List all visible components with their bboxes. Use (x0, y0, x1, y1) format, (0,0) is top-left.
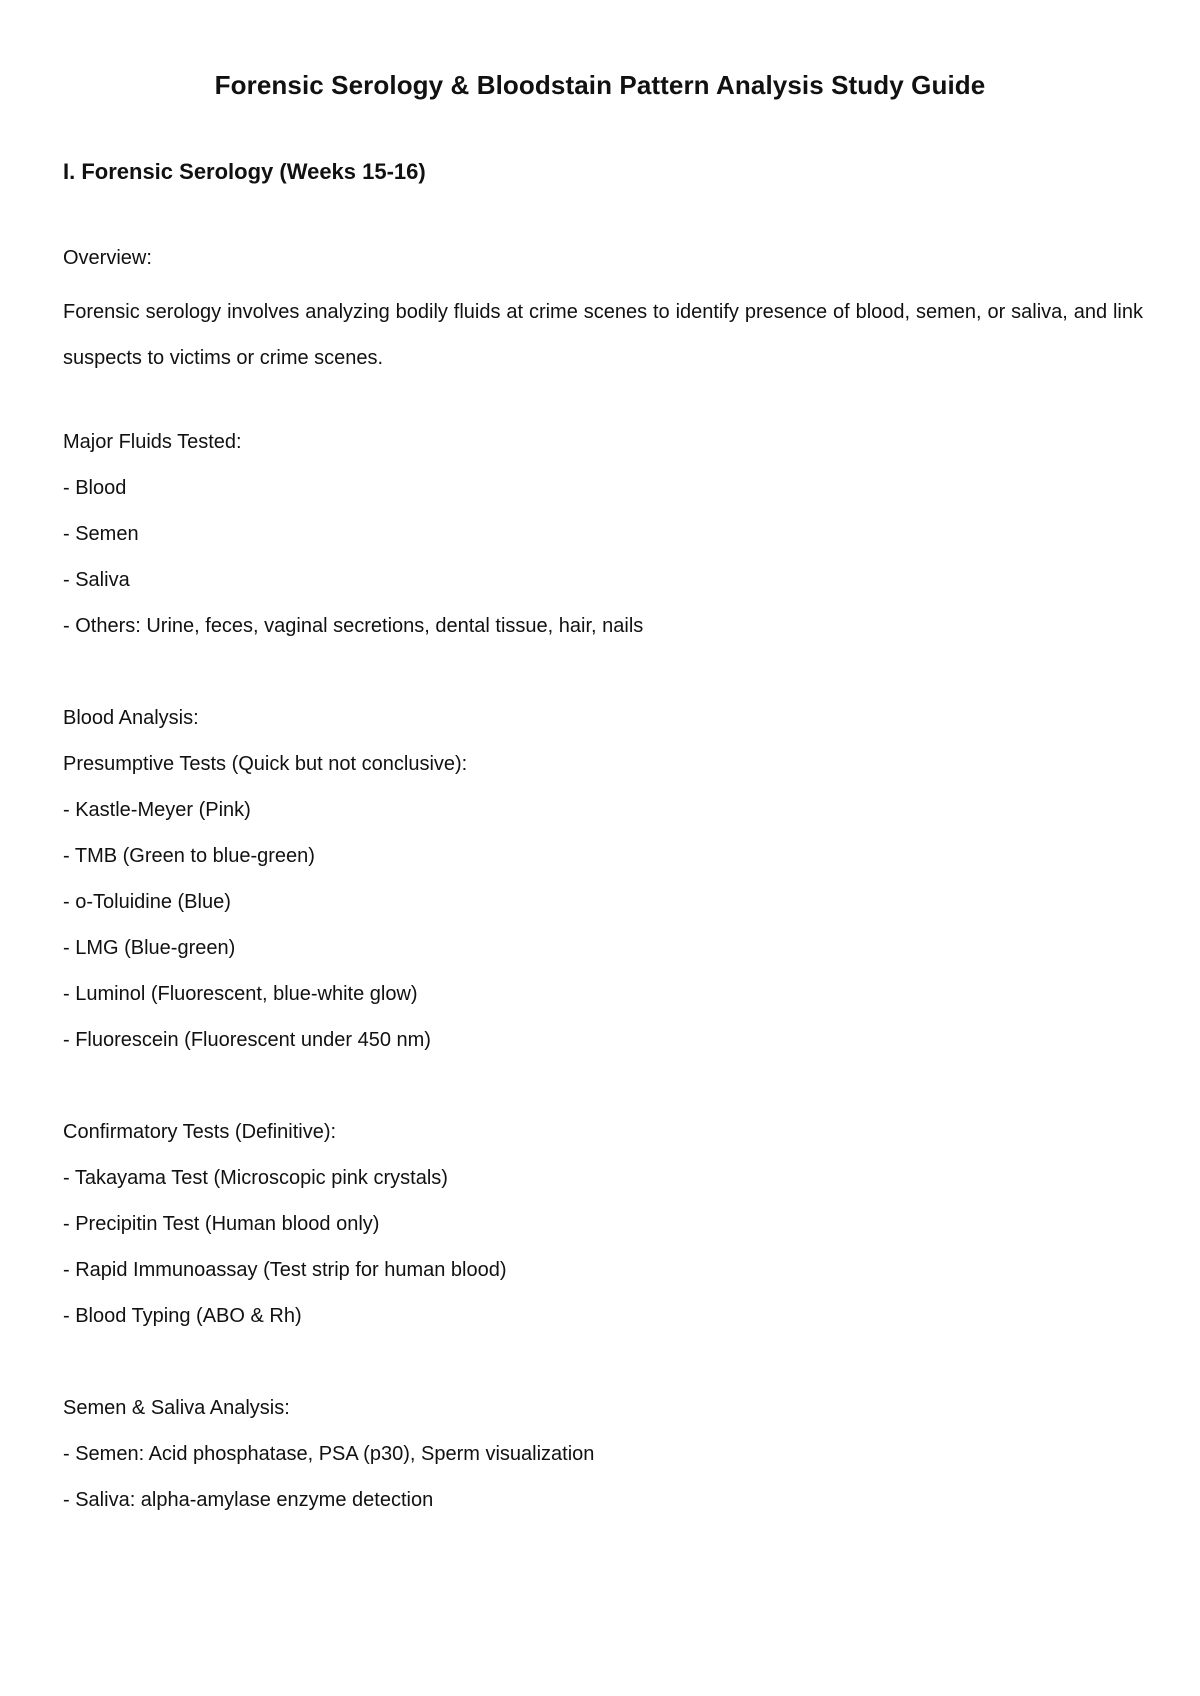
major-fluid-item: - Saliva (63, 569, 130, 591)
major-fluid-item: - Others: Urine, feces, vaginal secretions, dental tissue, hair, nails (63, 615, 644, 637)
major-fluids-label: Major Fluids Tested: (63, 431, 242, 453)
semen-saliva-item: - Saliva: alpha-amylase enzyme detection (63, 1489, 434, 1511)
presumptive-test-item: - Kastle-Meyer (Pink) (63, 799, 251, 821)
confirmatory-tests-label: Confirmatory Tests (Definitive): (63, 1121, 337, 1143)
presumptive-test-item: - o-Toluidine (Blue) (63, 891, 231, 913)
confirmatory-test-item: - Precipitin Test (Human blood only) (63, 1213, 380, 1235)
spacer (63, 657, 1143, 703)
confirmatory-test-item: - Rapid Immunoassay (Test strip for human blood) (63, 1259, 507, 1281)
semen-saliva-label: Semen & Saliva Analysis: (63, 1397, 290, 1419)
major-fluid-item: - Semen (63, 523, 139, 545)
document-title: Forensic Serology & Bloodstain Pattern Analysis Study Guide (214, 70, 986, 100)
presumptive-test-item: - Fluorescein (Fluorescent under 450 nm) (63, 1029, 431, 1051)
major-fluid-item: - Blood (63, 477, 127, 499)
presumptive-test-item: - Luminol (Fluorescent, blue-white glow) (63, 983, 418, 1005)
presumptive-test-item: - TMB (Green to blue-green) (63, 845, 315, 867)
presumptive-test-item: - LMG (Blue-green) (63, 937, 236, 959)
confirmatory-test-item: - Blood Typing (ABO & Rh) (63, 1305, 302, 1327)
presumptive-tests-label: Presumptive Tests (Quick but not conclusive): (63, 753, 468, 775)
semen-saliva-item: - Semen: Acid phosphatase, PSA (p30), Sperm visualization (63, 1443, 595, 1465)
overview-label: Overview: (63, 247, 152, 269)
spacer (63, 1347, 1143, 1393)
spacer (63, 381, 1143, 427)
overview-paragraph: Forensic serology involves analyzing bodily fluids at crime scenes to identify presence of blood, semen, or saliva, and link suspects to victims or crime scenes. (63, 301, 1143, 369)
overview-block (63, 243, 1143, 1531)
confirmatory-test-item: - Takayama Test (Microscopic pink crystals) (63, 1167, 448, 1189)
blood-analysis-label: Blood Analysis: (63, 707, 199, 729)
section-heading-forensic-serology: I. Forensic Serology (Weeks 15-16) (63, 159, 426, 184)
spacer (63, 1071, 1143, 1117)
